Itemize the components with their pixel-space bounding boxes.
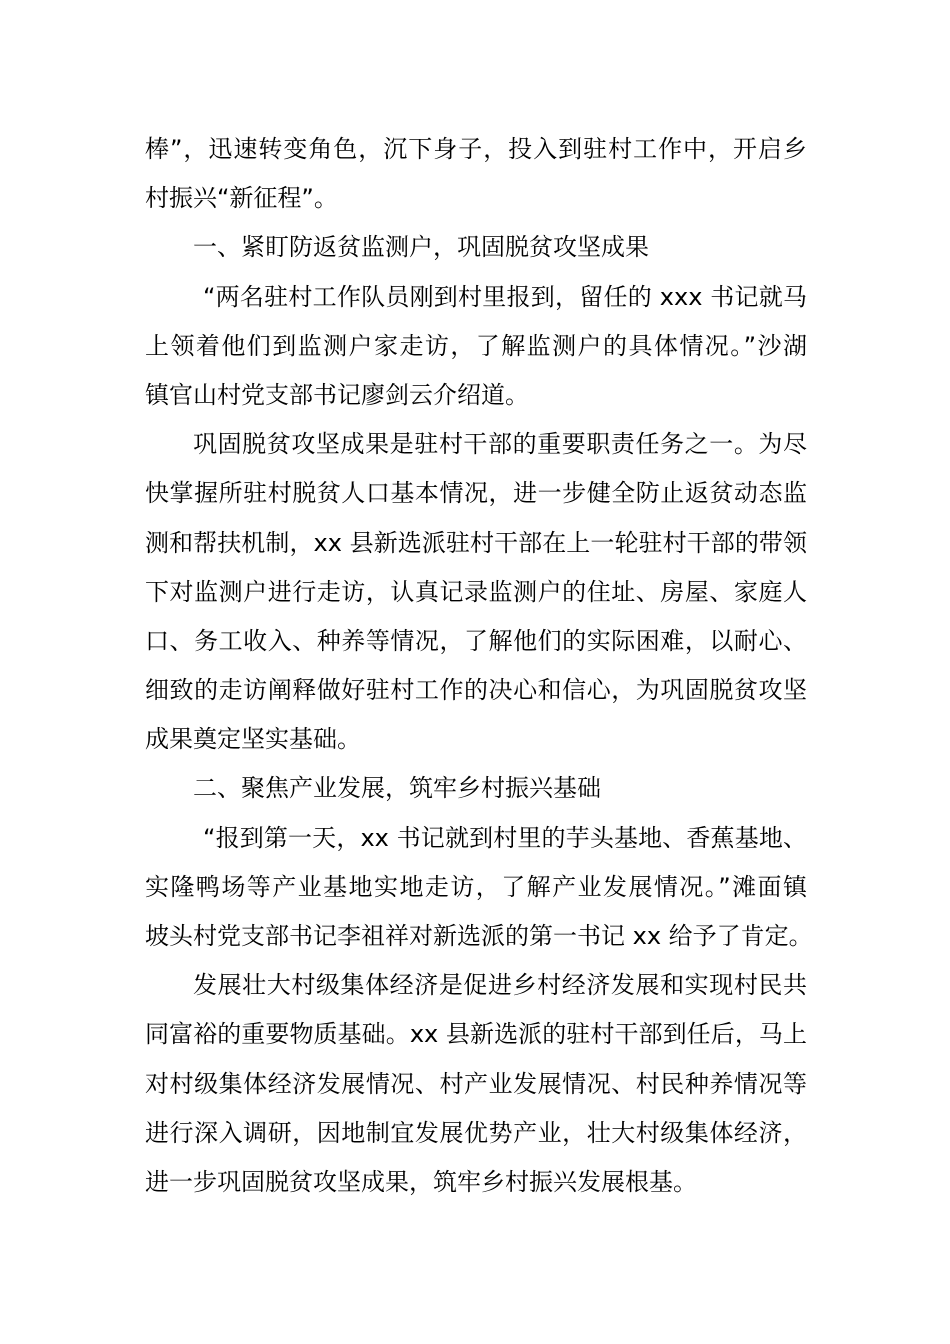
body-line: 对村级集体经济发展情况、村产业发展情况、村民种养情况等	[145, 1069, 807, 1098]
body-line: 进一步巩固脱贫攻坚成果，筑牢乡村振兴发展根基。	[145, 1167, 697, 1196]
body-line: 测和帮扶机制，xx 县新选派驻村干部在上一轮驻村干部的带领	[145, 528, 807, 557]
body-line: 口、务工收入、种养等情况，了解他们的实际困难，以耐心、	[145, 626, 807, 655]
body-line: 棒”，迅速转变角色，沉下身子，投入到驻村工作中，开启乡	[145, 135, 807, 163]
body-line: “报到第一天，xx 书记就到村里的芋头基地、香蕉基地、	[203, 823, 807, 852]
body-line: 成果奠定坚实基础。	[145, 725, 361, 754]
body-line: 上领着他们到监测户家走访，了解监测户的具体情况。”沙湖	[145, 331, 807, 360]
section-heading: 二、聚焦产业发展，筑牢乡村振兴基础	[193, 774, 601, 803]
body-line: 发展壮大村级集体经济是促进乡村经济发展和实现村民共	[193, 971, 807, 1000]
body-line: 快掌握所驻村脱贫人口基本情况，进一步健全防止返贫动态监	[145, 479, 807, 508]
section-heading: 一、紧盯防返贫监测户，巩固脱贫攻坚成果	[193, 233, 649, 262]
body-line: “两名驻村工作队员刚到村里报到，留任的 xxx 书记就马	[203, 282, 807, 311]
body-line: 进行深入调研，因地制宜发展优势产业，壮大村级集体经济，	[145, 1118, 807, 1147]
body-line: 细致的走访阐释做好驻村工作的决心和信心，为巩固脱贫攻坚	[145, 676, 807, 705]
document-page	[145, 125, 813, 1207]
body-line: 同富裕的重要物质基础。xx 县新选派的驻村干部到任后，马上	[145, 1020, 807, 1049]
body-line: 下对监测户进行走访，认真记录监测户的住址、房屋、家庭人	[145, 577, 807, 606]
body-line: 实隆鸭场等产业基地实地走访，了解产业发展情况。”滩面镇	[145, 872, 807, 901]
body-line: 巩固脱贫攻坚成果是驻村干部的重要职责任务之一。为尽	[193, 430, 807, 459]
body-line: 坡头村党支部书记李祖祥对新选派的第一书记 xx 给予了肯定。	[145, 922, 813, 950]
body-line: 村振兴“新征程”。	[145, 184, 338, 213]
body-line: 镇官山村党支部书记廖剑云介绍道。	[145, 380, 529, 409]
